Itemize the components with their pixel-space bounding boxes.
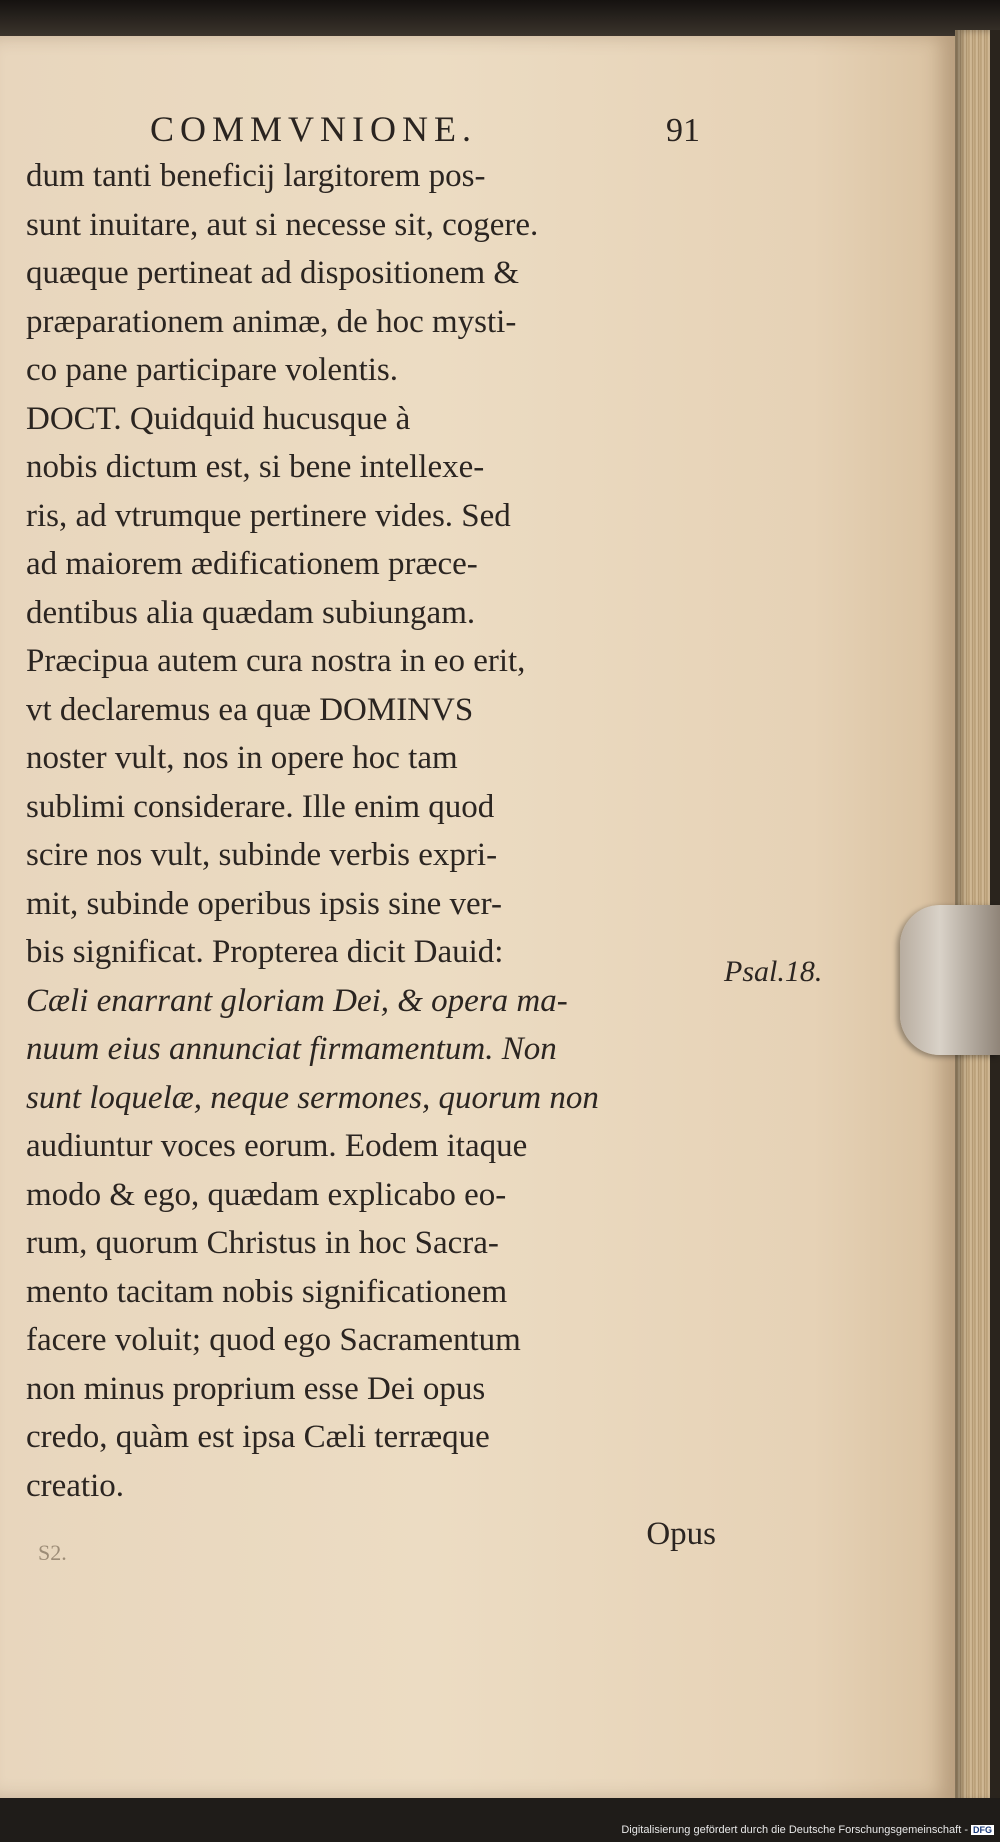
running-head: COMMVNIONE. xyxy=(150,109,477,149)
text-line: noster vult, nos in opere hoc tam xyxy=(26,740,458,776)
text-line: nobis dictum est, si bene intellexe- xyxy=(26,449,485,485)
credit-text: Digitalisierung gefördert durch die Deutsche Forschungsgemeinschaft - xyxy=(621,1824,968,1836)
text-line: vt declaremus ea quæ DOMINVS xyxy=(26,691,474,728)
text-line: dentibus alia quædam subiungam. xyxy=(26,594,476,631)
text-line: creatio. xyxy=(26,1467,125,1504)
text-line-quotation: sunt loquelæ, neque sermones, quorum non xyxy=(26,1079,599,1116)
text-line: co pane participare volentis. xyxy=(26,352,399,388)
digitization-credit xyxy=(621,1824,994,1836)
text-line: sunt inuitare, aut si necesse sit, cogere. xyxy=(26,206,539,243)
text-line: ris, ad vtrumque pertinere vides. Sed xyxy=(26,497,511,534)
text-line: scire nos vult, subinde verbis expri- xyxy=(26,837,498,873)
text-line: bis significat. Propterea dicit Dauid: xyxy=(26,934,504,970)
text-line: facere voluit; quod ego Sacramentum xyxy=(26,1322,521,1358)
body-text xyxy=(26,152,716,1559)
page-header xyxy=(150,108,710,154)
text-line: DOCT. Quidquid hucusque à xyxy=(26,400,411,437)
signature-mark: S2. xyxy=(38,1540,67,1565)
text-line: rum, quorum Christus in hoc Sacra- xyxy=(26,1225,499,1261)
text-line: mit, subinde operibus ipsis sine ver- xyxy=(26,885,502,922)
text-line: credo, quàm est ipsa Cæli terræque xyxy=(26,1419,490,1455)
text-line: quæque pertineat ad dispositionem & xyxy=(26,255,520,291)
text-line: audiuntur voces eorum. Eodem itaque xyxy=(26,1128,528,1164)
page-clip xyxy=(900,905,1000,1055)
text-line-quotation: nuum eius annunciat firmamentum. Non xyxy=(26,1031,557,1067)
margin-note: Psal.18. xyxy=(724,955,823,988)
text-line: sublimi considerare. Ille enim quod xyxy=(26,788,495,825)
catchword: Opus xyxy=(646,1516,716,1552)
text-line: Præcipua autem cura nostra in eo erit, xyxy=(26,643,526,679)
text-line: dum tanti beneficij largitorem pos- xyxy=(26,158,486,194)
text-line-quotation: Cæli enarrant gloriam Dei, & opera ma- xyxy=(26,982,568,1019)
text-line: ad maiorem ædificationem præce- xyxy=(26,546,478,582)
text-line: non minus proprium esse Dei opus xyxy=(26,1370,486,1407)
text-line: mento tacitam nobis significationem xyxy=(26,1273,508,1310)
text-line: præparationem animæ, de hoc mysti- xyxy=(26,303,517,340)
page-number: 91 xyxy=(666,112,700,149)
text-line: modo & ego, quædam explicabo eo- xyxy=(26,1176,507,1213)
dfg-logo: DFG xyxy=(973,1825,992,1835)
